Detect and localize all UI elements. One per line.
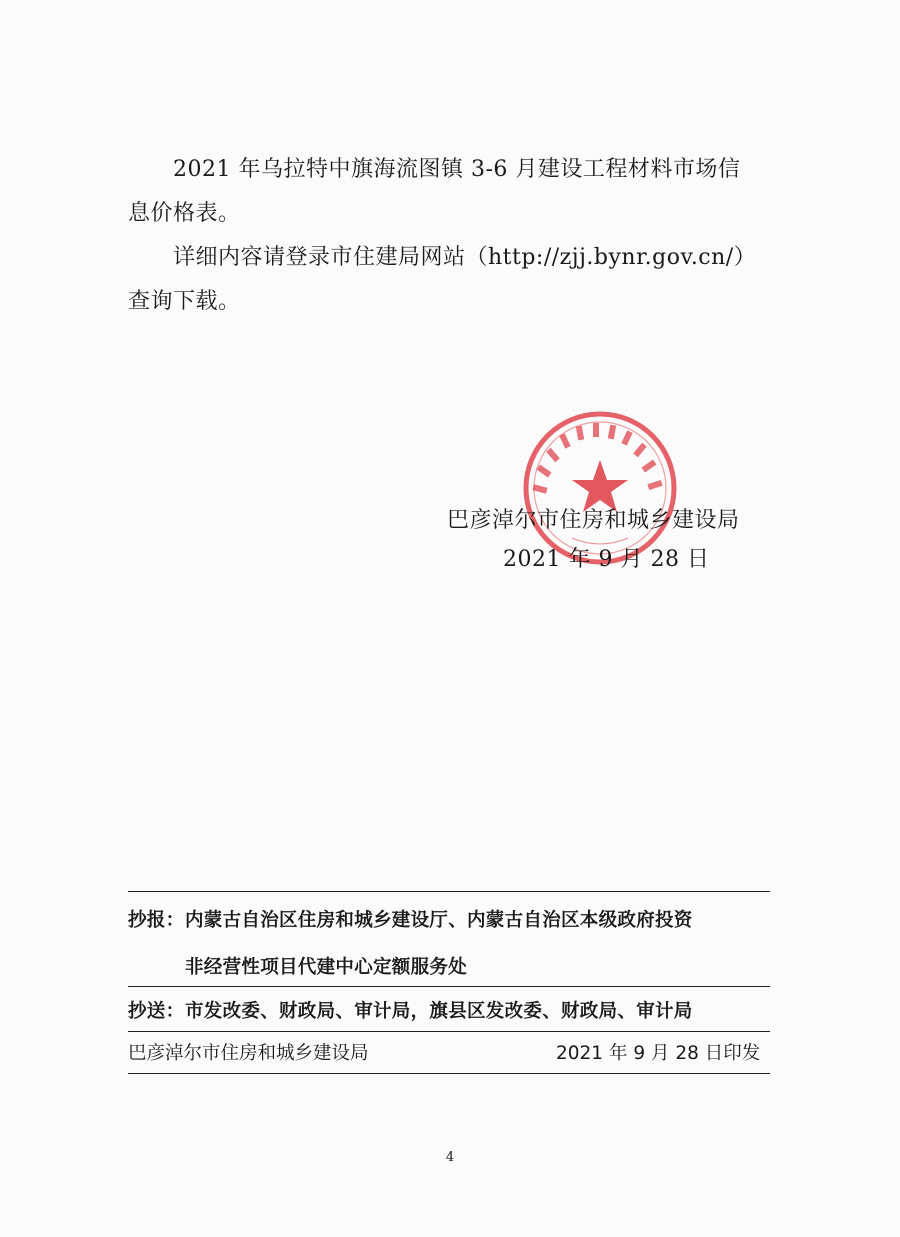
body-line-4: 查询下载。 xyxy=(128,289,241,314)
cc-send-list: 市发改委、财政局、审计局，旗县区发改委、财政局、审计局 xyxy=(185,1001,693,1022)
cc-send-label: 抄送： xyxy=(128,1001,185,1022)
footer-rule-mid-1 xyxy=(128,986,770,987)
signature-org: 巴彦淖尔市住房和城乡建设局 xyxy=(447,508,740,533)
issuer-org: 巴彦淖尔市住房和城乡建设局 xyxy=(128,1043,369,1064)
body-line-3-website: 详细内容请登录市住建局网站（http://zjj.bynr.gov.cn/） xyxy=(173,245,757,270)
signature-date: 2021 年 9 月 28 日 xyxy=(503,547,710,572)
issue-date: 2021 年 9 月 28 日印发 xyxy=(556,1043,761,1064)
footer-rule-top xyxy=(128,891,770,892)
cc-report-line-1: 内蒙古自治区住房和城乡建设厅、内蒙古自治区本级政府投资 xyxy=(185,910,693,931)
cc-report-label: 抄报： xyxy=(128,910,185,931)
footer-rule-mid-2 xyxy=(128,1031,770,1032)
page-number: 4 xyxy=(445,1150,455,1165)
footer-rule-bottom xyxy=(128,1073,770,1074)
body-line-2: 息价格表。 xyxy=(128,201,241,226)
body-line-1: 2021 年乌拉特中旗海流图镇 3-6 月建设工程材料市场信 xyxy=(173,157,741,182)
cc-report-line-2: 非经营性项目代建中心定额服务处 xyxy=(185,957,468,978)
